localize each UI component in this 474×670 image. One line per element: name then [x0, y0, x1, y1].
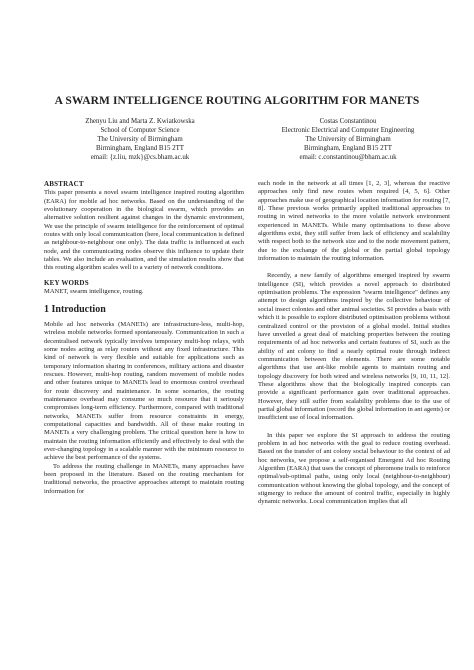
author-email: email: {z.liu, mzk}@cs.bham.ac.uk	[90, 153, 190, 161]
body-paragraph-2: Recently, a new family of algorithms emerged inspired by swarm intelligence (SI), which provides a novel approach to distributed optimisation problems. The expression "swarm intelligence" defines any attempt to design algorithms inspired by the collective behaviour of social insect colonies and other animal societies. SI provides a basis with which it is possible to explore distributed optimisation problems without centralized control or the provision of a global model. Initial studies have unveiled a great deal of matching properties between the routing requirements of ad hoc networks and certain features of SI, such as the ability of ant colony to find a nearly optimal route through indirect communication between the elements. There are some notable algorithms that use ant-like mobile agents to maintain routing and topology discovery for both wired and wireless networks [9, 10, 11, 12]. These algorithms show that the biologically inspired concepts can provide a significant performance gain over traditional approaches. However, they still suffer from scalability problems due to the use of partial global information (record the global information in ant agents) or insufficient use of local information.	[258, 272, 450, 422]
author-institution: The University of Birmingham	[97, 135, 183, 143]
author-address: Birmingham, England B15 2TT	[95, 144, 185, 152]
body-paragraph-3: In this paper we explore the SI approach to address the routing problem in ad hoc networks with the goal to reduce routing overhead. Based on the transfer of ant colony social behaviour to the context of ad hoc networks, we propose a self-organised Emergent Ad hoc Routing Algorithm (EARA) that uses the concept of pheromone trails to reinforce optimal/sub-optimal paths, using only local (neighbour-to-neighbour) communication without knowing the global topology, and the concept of stigmergy to reduce the amount of control traffic, especially in highly dynamic networks. Local communication implies that all	[258, 431, 450, 506]
right-column	[258, 180, 450, 507]
author-department: Electronic Electrical and Computer Engineering	[281, 126, 415, 134]
author-names: Zhenyu Liu and Marta Z. Kwiatkowska	[85, 118, 195, 125]
author-names: Costas Constantinou	[319, 118, 377, 125]
author-group-left	[30, 118, 250, 163]
keywords-text: MANET, swarm intelligence, routing.	[44, 288, 144, 296]
intro-paragraph-1: Mobile ad hoc networks (MANETs) are infrastructure-less, multi-hop, wireless mobile networks formed spontaneously. Communication in such a decentralised network typically involves temporary multi-hop relays, with some nodes acting as relay routers without any fixed infrastructure. This kind of network is very flexible and suitable for applications such as temporary information sharing in conferences, military actions and disaster rescues. However, multi-hop routing, random movement of mobile nodes and other features unique to MANETs lead to enormous control overhead for route discovery and maintenance. In some scenarios, the routing maintenance overhead may consume so much resource that it seriously compromises long-term efficiency. Furthermore, compared with traditional networks, MANETs suffer from resource constraints in energy, computational capacities and bandwidth. All of these make routing in MANETs a very challenging problem. The critical question here is how to maintain the routing information efficiently and effectively to deal with the ever-changing topology in a scalable manner with the minimum resource to achieve the best performance of the systems.	[44, 320, 244, 462]
abstract-text: This paper presents a novel swarm intelligence inspired routing algorithm (EARA) for mobile ad hoc networks. Based on the understanding of the evolutionary cooperation in the biological swarm, which provides an alternative solution resilient against changes in the dynamic environment, We use the principle of swarm intelligence for the reinforcement of optimal routes with only local communication (here, local communication is defined as neighbour-to-neighbour one only). The data traffic is influenced at each node, and the communicating nodes observe this influence to update their tables. We also include an evaluation, and the simulation results show that this routing algorithm scales well to a variety of network conditions.	[44, 189, 244, 272]
author-block	[0, 118, 474, 178]
author-address: Birmingham, England B15 2TT	[303, 144, 393, 152]
left-column	[44, 180, 244, 496]
author-institution: The University of Birmingham	[305, 135, 391, 143]
paper-title: A SWARM INTELLIGENCE ROUTING ALGORITHM FOR MANETS	[54, 95, 420, 107]
body-paragraph-1: each node in the network at all times [1, 2, 3], whereas the reactive approaches only find new routes when required [4, 5, 6]. Other approaches make use of geographical location information for routing [7, 8]. These previous works primarily applied traditional approaches to routing in wired networks to the more volatile network environment experienced in MANETs. While many optimisations to these above algorithms exist, they still suffer from lack of efficiency and scalability with respect both to the network size and to the node movement pattern, due to the exchange of the global or the partial global topology information to maintain the routing information.	[258, 180, 450, 263]
intro-paragraph-2: To address the routing challenge in MANETs, many approaches have been proposed in the literature. Based on the routing mechanism for traditional networks, the proactive approaches attempt to maintain routing information for	[44, 462, 244, 495]
author-email: email: c.constantinou@bham.ac.uk	[299, 153, 397, 161]
author-department: School of Computer Science	[100, 126, 180, 134]
keywords-heading: KEY WORDS	[44, 278, 89, 287]
section-heading-introduction: 1 Introduction	[44, 304, 106, 316]
abstract-heading: ABSTRACT	[44, 180, 84, 188]
author-group-right	[250, 118, 446, 163]
